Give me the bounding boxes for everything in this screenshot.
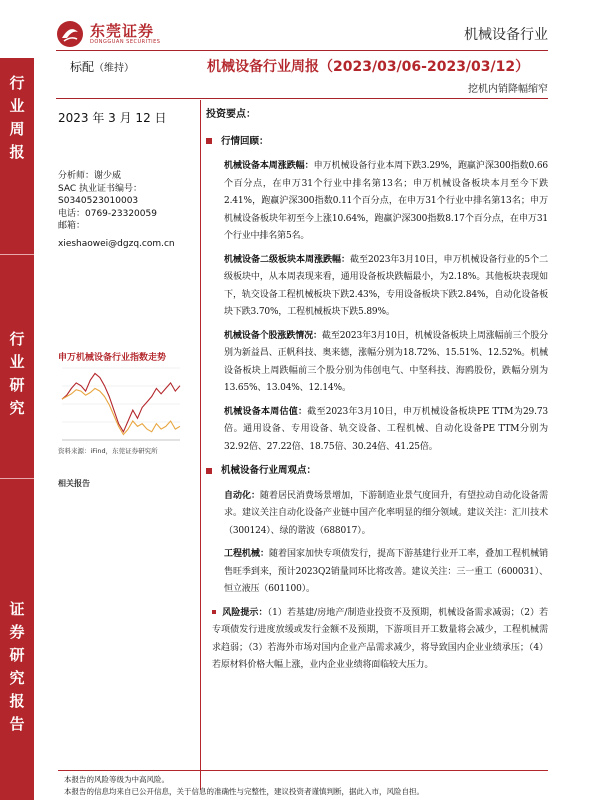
rating-label: 标配 xyxy=(70,60,95,74)
report-date: 2023 年 3 月 12 日 xyxy=(58,111,167,125)
chart-source: 资料来源：iFind，东莞证券研究所 xyxy=(58,447,158,455)
industry-name: 机械设备行业 xyxy=(464,27,548,43)
sidebar-divider xyxy=(0,478,34,479)
analyst-phone: 电话：0769-23320059 xyxy=(58,208,157,219)
analyst-cert-label: SAC 执业证书编号： xyxy=(58,183,143,194)
column-divider xyxy=(200,100,201,790)
sidebar-label-research: 行 业 研 究 xyxy=(9,330,25,417)
analyst-name: 分析师：谢少威 xyxy=(58,171,122,181)
square-bullet-icon xyxy=(206,138,212,144)
paragraph-valuation: 机械设备本周估值：截至2023年3月10日，申万机械设备板块PE TTM为29.73倍。通用设备、专用设备、轨交设备、工程机械、自动化设备PE TTM分别为32.92倍、27.22倍、18.75倍、30.24倍、41.25倍。 xyxy=(224,406,548,452)
title-divider xyxy=(56,98,548,99)
dot-bullet-icon xyxy=(212,610,216,614)
paragraph-risk: 风险提示：（1）若基建/房地产/制造业投资不及预期，机械设备需求减弱；（2）若专项债发行进度放缓或发行金额不及预期，下游项目开工数量将会减少，工程机械需求趋弱；（3）若海外市场对国内企业产品需求减少，将导致国内企业业绩承压；（4）若原材料价格大幅上涨，业内企业业绩将面临较大压力。 xyxy=(212,607,548,670)
footer-disclaimer-text: 本报告的信息均来自已公开信息，关于信息的准确性与完整性，建议投资者谨慎判断，据此入市，风险自担。 xyxy=(64,787,424,796)
footer-risk-level: 本报告的风险等级为中高风险。 xyxy=(64,775,169,784)
analyst-cert-number: S0340523010003 xyxy=(58,196,139,206)
logo-mark-icon xyxy=(56,20,84,48)
index-trend-chart xyxy=(54,362,196,448)
paragraph-construction-machinery: 工程机械：随着国家加快专项债发行，提高下游基建行业开工率，叠加工程机械销售旺季到来，预计2023Q2销量同环比将改善。建议关注：三一重工（600031）、恒立液压（601100）。 xyxy=(224,549,548,594)
section-market-review: 行情回顾： xyxy=(206,133,548,151)
sidebar-label-weekly: 行 业 周 报 xyxy=(9,74,25,161)
paragraph-subsector-change: 机械设备二级板块本周涨跌幅：截至2023年3月10日，申万机械设备行业的5个二级板块中，从本周表现来看，通用设备板块跌幅最小，为2.18%。其他板块表现如下，轨交设备工程机械板块下跌2.43%，专用设备板块下跌2.84%，自动化设备板块下跌3.70%，工程机械板块下跌5.89%。 xyxy=(224,254,549,317)
rating-note: （维持） xyxy=(94,63,135,74)
related-reports-heading: 相关报告 xyxy=(58,479,90,488)
logo-text: 东莞证券 xyxy=(90,22,155,40)
sidebar xyxy=(0,58,34,800)
square-bullet-icon xyxy=(206,468,212,474)
footer-divider xyxy=(58,770,548,771)
paragraph-stock-change: 机械设备个股涨跌情况：截至2023年3月10日，机械设备板块上周涨幅前三个股分别为新益昌、正帆科技、奥来德，涨幅分别为18.72%、15.51%、12.52%。机械设备板块上周跌幅前三个股分别为伟创电气、中坚科技、海鸥股份，跌幅分别为13.65%、13.04%、12.14%。 xyxy=(224,330,548,393)
header-divider xyxy=(56,50,548,51)
logo-subtext: DONGGUAN SECURITIES xyxy=(90,39,161,45)
sidebar-divider xyxy=(0,254,34,255)
report-subtitle: 挖机内销降幅缩窄 xyxy=(468,84,548,95)
analyst-email: xieshaowei@dgzq.com.cn xyxy=(58,238,175,249)
paragraph-automation: 自动化：随着居民消费场景增加，下游制造业景气度回升，有望拉动自动化设备需求。建议关注自动化设备产业链中国产化率明显的细分领域。建议关注：汇川技术（300124）、绿的谐波（688017）。 xyxy=(224,490,549,536)
sidebar-label-report: 证 券 研 究 报 告 xyxy=(9,600,25,733)
chart-series-line-1 xyxy=(62,373,180,431)
section-weekly-view: 机械设备行业周观点： xyxy=(206,462,548,480)
analyst-info xyxy=(58,170,198,250)
chart-title: 申万机械设备行业指数走势 xyxy=(58,353,167,363)
analyst-email-label: 邮箱： xyxy=(58,221,86,231)
company-logo xyxy=(56,18,206,52)
paragraph-weekly-change: 机械设备本周涨跌幅：申万机械设备行业本周下跌3.29%，跑赢沪深300指数0.66个百分点，在申万31个行业中排名第13名；申万机械设备板块本月至今下跌2.41%，跑赢沪深300指数0.11个百分点，在申万31个行业中排名第13名；申万机械设备板块年初至今上涨10.64%，跑赢沪深300指数8.17个百分点，在申万31个行业中排名第5名。 xyxy=(224,161,548,241)
investment-heading: 投资要点： xyxy=(206,109,256,120)
investment-points xyxy=(206,106,548,681)
report-title: 机械设备行业周报（2023/03/06-2023/03/12） xyxy=(207,59,530,75)
rating xyxy=(70,58,134,75)
footer-disclaimer xyxy=(64,774,424,798)
